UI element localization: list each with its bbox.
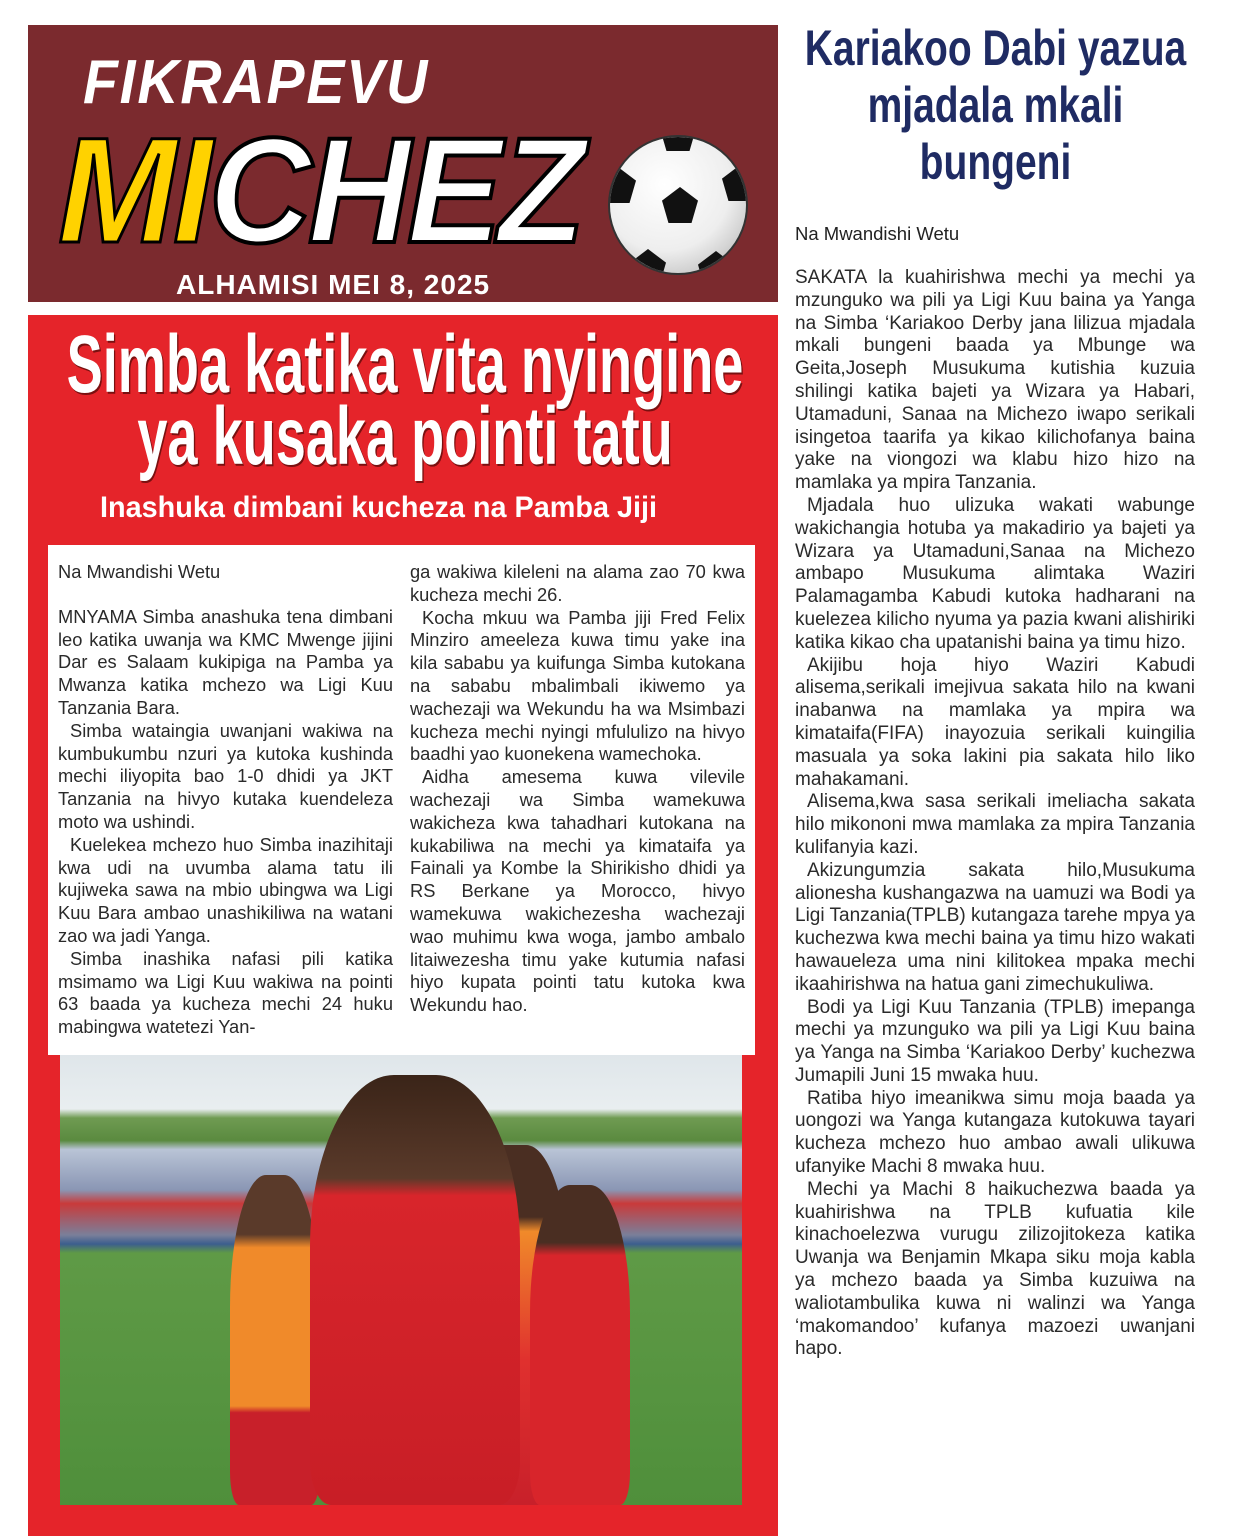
article-column-1: Na Mwandishi Wetu MNYAMA Simba anashuka tena dimbani leo katika uwanja wa KMC Mwenge jijini Dar es Salaam kukipiga na Pamba ya Mwanza katika mchezo wa Ligi Kuu Tanzania Bara. Simba wataingia uwanjani wakiwa na kumbukumbu nzuri ya kutoka kushinda mechi iliyopita bao 1-0 dhidi ya JKT Tanzania na hivyo kutaka kuendeleza moto wa ushindi. Kuelekea mchezo huo Simba inazihitaji kwa udi na uvumba alama tatu ili kujiweka sawa na mbio ubingwa wa Ligi Kuu Bara ambao unashikiliwa na watani zao wa jadi Yanga. Simba inashika nafasi pili katika msimamo wa Ligi Kuu wakiwa na pointi 63 baada ya kucheza mechi 24 huku mabingwa watetezi Yan- (58, 561, 393, 1038)
side-headline: Kariakoo Dabi yazua mjadala mkali bungeni (804, 20, 1187, 190)
soccer-ball-icon (608, 135, 748, 275)
issue-date: ALHAMISI MEI 8, 2025 (176, 269, 491, 300)
main-subheadline: Inashuka dimbani kucheza na Pamba Jiji (100, 491, 657, 524)
side-article-body: SAKATA la kuahirishwa mechi ya mechi ya mzunguko wa pili ya Ligi Kuu baina ya Yanga na Simba ‘Kariakoo Derby jana lilizua mjadala mkali bungeni baada ya Mbunge wa Geita,Joseph Musukuma kutishia kuzuia shilingi katika bajeti ya Wizara ya Habari, Utamaduni, Sanaa na Michezo iwapo serikali isingetoa taarifa ya kikao kilichofanya baina yake na viongozi wa klabu hizo hizo na mamlaka ya mpira Tanzania. Mjadala huo ulizuka wakati wabunge wakichangia hotuba ya makadirio ya bajeti ya Wizara ya Utamaduni,Sanaa na Michezo ambapo Musukuma alimtaka Waziri Palamagamba Kabudi kutoka hadharani na kuelezea kilicho nyuma ya pazia kwani alishiriki katika kikao cha upatanishi baina ya timu hizo. Akijibu hoja hiyo Waziri Kabudi alisema,serikali imejivua sakata hilo na kwani inabanwa na mamlaka ya mpira wa kimataifa(FIFA) inayozuia serikali kuingilia masuala ya soka lakini pia sakata hilo liko mahakamani. Alisema,kwa sasa serikali imeliacha sakata hilo mikononi mwa mamlaka za mpira Tanzania kulifanyia kazi. Akizungumzia sakata hilo,Musukuma alionesha kushangazwa na uamuzi wa Bodi ya Ligi Tanzania(TPLB) kutangaza tarehe mpya ya kuchezwa kwa mechi baina ya timu hizo wakati hawaueleza uma nini kilitokea mpaka mechi ikaahirishwa na hatua gani zimechukuliwa. Bodi ya Ligi Kuu Tanzania (TPLB) imepanga mechi ya mzunguko wa pili ya Ligi Kuu baina ya Yanga na Simba ‘Kariakoo Derby’ kuchezwa Jumapili Juni 15 mwaka huu. Ratiba hiyo imeanikwa simu moja baada ya uongozi wa Yanga kutangaza kutokuwa tayari kucheza mchezo huo ambao awali ulikuwa ufanyike Machi 8 mwaka huu. Mechi ya Machi 8 haikuchezwa baada ya kuahirishwa na TPLB kufuatia kile kinachoelezwa vurugu zilizojitokeza katika Uwanja wa Benjamin Mkapa siku moja kabla ya mchezo baada ya Simba kuzuiwa na waliotambulika kuwa ni walinzi wa Yanga ‘makomandoo’ kufanya mazoezi uwanjani hapo. (795, 267, 1195, 1360)
side-story (795, 20, 1195, 1361)
main-article (48, 545, 755, 1055)
brand-name: FIKRAPEVU (83, 48, 430, 117)
article-column-2: ga wakiwa kileleni na alama zao 70 kwa kucheza mechi 26. Kocha mkuu wa Pamba jiji Fred Felix Minziro ameeleza kuwa timu yake ina kila sababu ya kuifunga Simba kutokana na sababu mbalimbali ikiwemo ya wachezaji wa Wekundu ha wa Msimbazi kucheza mechi nyingi mfululizo na hivyo baadhi yao kuonekena wamechoka. Aidha amesema kuwa vilevile wachezaji wa Simba wamekuwa wakicheza kwa tahadhari kutokana na kukabiliwa na mechi ya kimataifa ya Fainali ya Kombe la Shirikisho dhidi ya RS Berkane ya Morocco, hivyo wamekuwa wakichezesha wachezaji wao muhimu kwa woga, jambo ambalo litaiwezesha timu yake kutumia nafasi hiyo kupata pointi tatu kutoka kwa Wekundu hao. (410, 561, 745, 1016)
section-logo: MICHEZ (58, 106, 582, 274)
main-headline: Simba katika vita nyingine ya kusaka pointi tatu (66, 319, 744, 482)
byline: Na Mwandishi Wetu (58, 561, 221, 582)
masthead (28, 25, 778, 302)
main-story (28, 315, 778, 1536)
side-byline: Na Mwandishi Wetu (795, 223, 960, 244)
players-celebration-photo (60, 1055, 742, 1505)
